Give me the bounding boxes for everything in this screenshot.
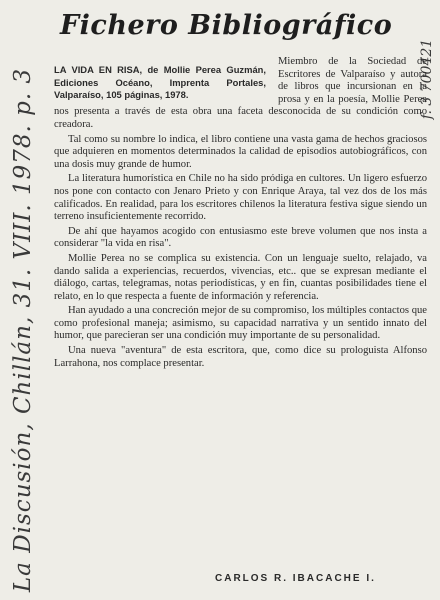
book-citation: LA VIDA EN RISA, de Mollie Perea Guzmán, Ediciones Océano, Imprenta Portales, Valparaíso, 105 páginas, 1978. <box>54 64 266 101</box>
review-article <box>54 56 427 372</box>
handwritten-reference-text: f. 3 700421 <box>419 38 436 120</box>
handwritten-source-text: La Discusión, Chillán, 31. VIII. 1978. p. 3 <box>10 67 37 593</box>
handwritten-source-annotation <box>2 60 44 600</box>
article-paragraph: De ahí que hayamos acogido con entusiasmo este breve volumen que nos insta a considerar "la vida en risa". <box>54 225 427 250</box>
article-paragraph: La literatura humorística en Chile no ha sido pródiga en cultores. Un ligero esfuerzo nos pone con contacto con Jenaro Prieto y con Enrique Araya, tal vez dos de los más calificados. En realidad, para los escritores chilenos la literatura festiva sigue siendo un terreno insuficientemente recorrido. <box>54 173 427 223</box>
author-signature: CARLOS R. IBACACHE I. <box>215 573 376 584</box>
section-title: Fichero Bibliográfico <box>60 10 393 41</box>
article-paragraph: Mollie Perea no se complica su existencia. Con un lenguaje suelto, relajado, va dando salida a experiencias, recuerdos, vivencias, etc.. que se expresan mediante el diálogo, cartas, telegramas, notas periodísticas, y en fin, cuantas posibilidades tiene el relato, en lo que respecta a fuente de información y referencia. <box>54 252 427 302</box>
article-paragraph: Miembro de la Sociedad de Escritores de Valparaíso y autora de libros que incursionan en la prosa y en la poesía, Mollie Perea nos presenta a través de esta obra una faceta desconocida de su condición como creadora. <box>54 56 427 130</box>
article-paragraph: Han ayudado a una concreción mejor de su compromiso, los múltiples contactos que como profesional maneja; asimismo, su capacidad narrativa y un sentido innato del humor, que parecieran ser una condición muy importante de su personalidad. <box>54 305 427 342</box>
article-paragraph: Tal como su nombre lo indica, el libro contiene una vasta gama de hechos graciosos que adquieren en momentos determinados la calidad de episodios autobiográficos, con una dosis muy grande de humor. <box>54 133 427 170</box>
article-paragraph: Una nueva "aventura" de esta escritora, que, como dice su prologuista Alfonso Larrahona, nos complace presentar. <box>54 345 427 369</box>
